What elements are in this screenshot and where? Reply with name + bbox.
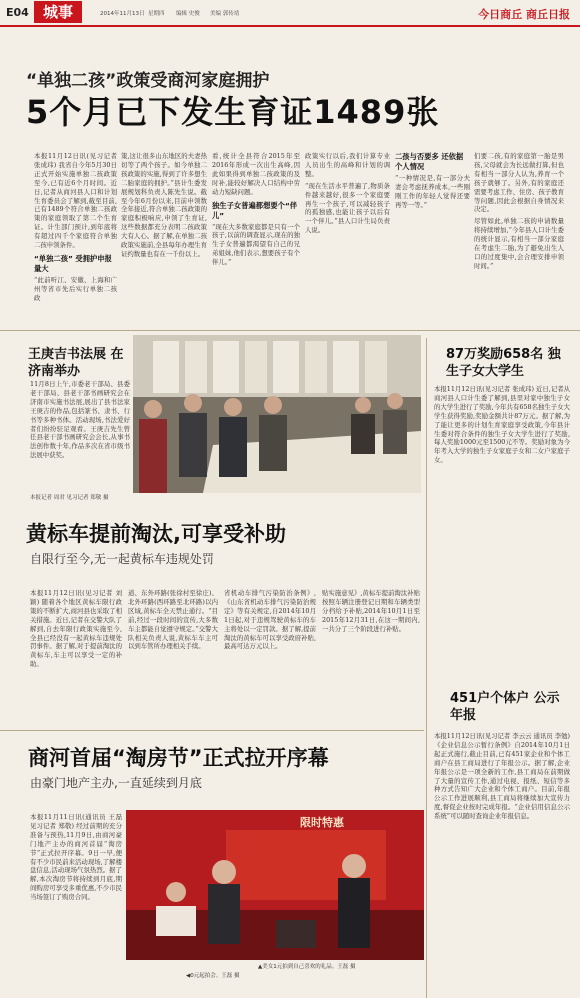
designer-credit: 美编 郭传靖 [210,11,240,17]
lead-headline: 5个月已下发生育证1489张 [26,93,440,131]
taxi-column-1: 本报11月12日讯(见习记者 刘颖) 随着各个地区黄标车限行政策的不断扩大,商河县也采取了相关措施。近日,记者在交警大队了解到,自去年限行政策实施至今,全县已经没有一起黄标车违规处罚事件。据了解,对于提前淘汰的黄标车,车主可以享受一定的补助。 [30,589,122,669]
lead-text: 看,统计全县符合2015年至2016年形成一次出生高峰,因此如果得到单独二孩政策的及时补,能较好解决人口结构中劳动力短缺问题。 [212,152,300,196]
award-title: 87万奖励658名 独生子女大学生 [446,347,561,379]
house-deck: 由豪门地产主办,一直延续到月底 [30,776,202,790]
lead-kicker: “单独二孩”政策受商河家庭拥护 [26,71,270,91]
section-title: 城事 [34,1,82,23]
taxi-column-3: 省机动车排气污染防治条例》,《山东省机动车排气污染防治规定》等有关规定,自2014年10月1日起,对于违规驾驶黄标车的车主将处以一定罚款。据了解,提前淘汰的黄标车可以享受政府补贴,最高可达万元以上。 [224,589,316,651]
page-header [0,0,580,26]
house-festival-photo [126,810,424,960]
house-festival-photo-illustration [126,810,424,960]
calligraphy-exhibition-photo [133,335,421,493]
issue-weekday: 星期四 [148,11,165,17]
lead-text: 本报11月12日讯(见习记者 张成玮) 我省自今年5月30日正式开始实施单独二孩政策至今,已有近6个月时间。近日,记者从商河县人口和计划生育委员会了解到,截至目前,已有1489个符合单独二孩政策的家庭领取了第二个生育证。计生部门预计,到年底将有超过四千个家庭符合单独二孩申领条件。 [34,152,117,250]
column-divider [426,338,427,998]
lead-text: 政策实行以后,我们计算专业人员出生的高峰和计划的调整。 [305,152,390,178]
wang-credit: 本报记者 周君 见习记者 郑敬 摄 [30,495,109,501]
lead-column-4 [305,152,390,328]
page-number: E04 [6,6,29,19]
lead-subhead: 二孩与否要多 还依据个人情况 [395,152,464,171]
lead-column-2: 策,这让很多山东地区的夫妻热切等了两个孩子。如今单独二孩政策的实施,得到了许多想生二胎家庭的拥护。”县计生委发展规划科负责人陈先生说。截至今年6月份以来,目前申领数全年接近,符合单独二孩政策的家庭积极响应,申领了生育证,这些数据都充分表明二孩政策大有人心。据了解,在单独二孩政策实施前,全县每年办理生育证约数量也有在一千份以上。 [121,152,207,258]
wang-title: 王庚吉书法展 在济南举办 [28,347,124,379]
editor-credit: 编辑 史俊 [176,11,200,17]
award-body: 本报11月12日讯(见习记者 张成玮) 近日,记者从商河县人口计生委了解到,县里对家中独生子女的大学生进行了奖励,今年共有658名独生子女大学生获得奖励,奖励金额共计87万元。据了解,为了能让更多的计划生育家庭享受政策,今年县计生委对符合条件的独生子女大学生进行了奖励,每人奖励1000元至1500元不等。奖励对象为今年考入大学的独生子女家庭子女和二女户家庭子女。 [434,385,570,465]
wang-body: 11月8日上午,市委老干部局、县委老干部局、县老干部书画研究会在济南市实施书法展,展出了县书法家王庚吉的作品,包括篆书、隶书、行书等多种书体。活动现场,书法爱好者们纷纷驻足观看。王庚吉先生曾任县老干部书画研究会会长,从事书法创作数十年,作品多次在省市级书法展中获奖。 [30,380,130,460]
lead-text: 尽管如此,单独二孩的申请数量将持续增加,“今年县人口计生委的统计显示,有相当一部分家庭在考虑生二胎,为了避免出生人口的过度集中,会合理安排申领时间。” [474,217,564,270]
house-headline: 商河首届“淘房节”正式拉开序幕 [28,746,329,770]
lead-text: “一种情况是,有一部分夫妻会考虑抚养成本,一些刚刚工作的年轻人觉得还要再等一等。” [395,174,470,209]
header-rule [0,25,580,27]
lead-subhead: “单独二孩” 受拥护申报量大 [34,253,112,273]
taxi-headline: 黄标车提前淘汰,可享受补助 [26,522,286,546]
lead-column-1 [34,152,117,328]
lead-text: 们要二孩,有的家庭第一胎是男孩,父母就会为长远做打算,但也有相当一部分人认为,养育一个孩子就够了。另外,有的家庭还需要考虑工作、住房、孩子教育等问题,因此会根据自身情况来决定。 [474,152,564,214]
house-body: 本报11月11日讯(通讯员 王磊 见习记者 郑敬) 经过前期的充分准备与预热,11月9日,由商河豪门地产主办的商河首届“淘房节”正式拉开序幕。9日一早,便有不少市民前来活动现场,了解楼盘信息,活动现场气氛热烈。据了解,本次淘房节将持续到月底,期间购房可享受多重优惠,不少市民当场签订了购房合同。 [30,813,122,902]
lead-column-3 [212,152,300,328]
lead-column-6 [474,152,564,328]
masthead-logo: 今日商丘 商丘日报 [478,8,570,21]
house-caption-1: ▲美女1元拍到自己喜欢的礼品。王磊 摄 [258,964,356,970]
lead-column-5 [395,152,470,328]
issue-date: 2014年11月13日 [100,11,145,17]
section-divider [0,730,424,731]
lead-text: “此前听江、安徽、上海和广州等省市先后实行单独二孩政 [34,275,117,302]
taxi-column-4: 贴实施意见》,黄标车提前淘汰补贴按照车辆注册登记日期和车辆类型分档给予补贴,2014年10月1日至2015年12月31日,在这一期间内,一共分了三个阶段进行补贴。 [322,589,420,633]
section-divider [0,330,580,331]
house-caption-2: ◀0元起拍会。王磊 摄 [186,973,240,979]
lead-text: “现在大多数家庭都是只有一个孩子,以前的调查显示,现在的独生子女普遍都渴望有自己的兄弟姐妹,他们表示,想要孩子有个伴儿。” [212,222,300,267]
hukou-body: 本报11月12日讯(见习记者 李云云 通讯员 李勉) 《企业信息公示暂行条例》自2014年10月1日起正式施行,截止目前,已有451家企业和个体工商户在县工商局进行了年报公示。据了解,企业年报公示是一项全新的工作,县工商局在前期做了大量的宣传工作,通过电视、报纸、短信等多种方式告知广大企业和个体工商户。目前,年报公示工作进展顺利,县工商局将继续加大宣传力度,督促企业按时完成年报。“企业信用信息公示系统”可以随时查询企业年报信息。 [434,732,570,821]
lead-text: “现在生活水平普遍了,物质条件越来越好,很多一个家庭要再生一个孩子,可以减轻孩子的孤独感,也能让孩子以后有一个伴儿。”县人口计生局负责人说。 [305,181,390,235]
photo-banner-text: 限时特惠 [300,816,344,829]
taxi-deck: 自限行至今,无一起黄标车违规处罚 [30,552,214,566]
taxi-column-2: 道、东外环路(张徐村至徐庄)、北外环路(西环路至北环路)以内区域,黄标车全天禁止通行。“目前,经过一段时间的宣传,大多数车主都能自觉遵守规定。”交警大队相关负责人说,黄标车车主可以到车管所办理相关手续。 [128,589,218,651]
calligraphy-photo-illustration [133,335,421,493]
lead-subhead: 独生子女普遍都想要个“伴儿” [212,200,298,220]
hukou-title: 451户个体户 公示年报 [450,691,560,723]
